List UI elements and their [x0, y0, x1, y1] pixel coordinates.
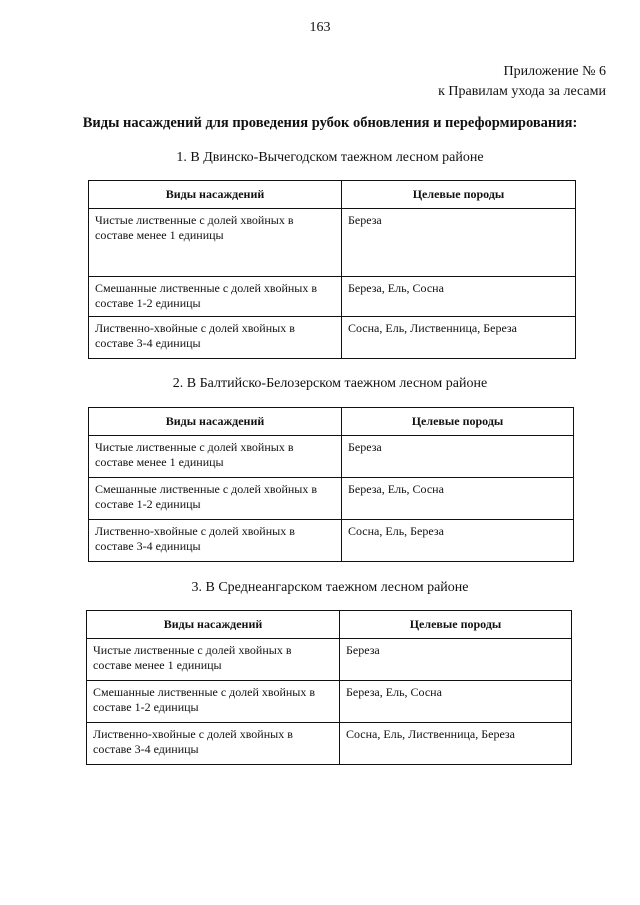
header-forest-type: Виды насаждений — [87, 611, 340, 639]
header-target-species: Целевые породы — [340, 611, 572, 639]
table-row — [89, 478, 574, 520]
forest-type-cell: Лиственно-хвойные с долей хвойных в составе 3-4 единицы — [89, 317, 342, 359]
forest-type-cell: Чистые лиственные с долей хвойных в составе менее 1 единицы — [89, 209, 342, 277]
forest-type-cell: Лиственно-хвойные с долей хвойных в составе 3-4 единицы — [89, 520, 342, 562]
header-target-species: Целевые породы — [342, 181, 576, 209]
table-row — [89, 277, 576, 317]
forest-type-cell: Лиственно-хвойные с долей хвойных в составе 3-4 единицы — [87, 723, 340, 765]
forest-type-cell: Смешанные лиственные с долей хвойных в составе 1-2 единицы — [89, 277, 342, 317]
table-row — [87, 681, 572, 723]
target-species-cell: Сосна, Ель, Береза — [342, 520, 574, 562]
target-species-cell: Береза, Ель, Сосна — [340, 681, 572, 723]
section-1-table — [88, 180, 576, 359]
forest-type-cell: Смешанные лиственные с долей хвойных в составе 1-2 единицы — [89, 478, 342, 520]
forest-type-cell: Чистые лиственные с долей хвойных в составе менее 1 единицы — [87, 639, 340, 681]
table-row — [89, 209, 576, 277]
table-row — [87, 639, 572, 681]
section-1-title: 1. В Двинско-Вычегодском таежном лесном районе — [176, 150, 484, 165]
table-row — [89, 317, 576, 359]
header-target-species: Целевые породы — [342, 408, 574, 436]
section-3-table — [86, 610, 572, 765]
table-row — [87, 723, 572, 765]
appendix-line-1: Приложение № 6 — [503, 64, 606, 79]
forest-type-cell: Чистые лиственные с долей хвойных в составе менее 1 единицы — [89, 436, 342, 478]
page-number: 163 — [309, 20, 331, 35]
table-row — [89, 520, 574, 562]
target-species-cell: Береза, Ель, Сосна — [342, 277, 576, 317]
table-row — [89, 436, 574, 478]
target-species-cell: Береза — [342, 436, 574, 478]
target-species-cell: Береза — [340, 639, 572, 681]
target-species-cell: Сосна, Ель, Лиственница, Береза — [342, 317, 576, 359]
section-2-table — [88, 407, 574, 562]
target-species-cell: Береза, Ель, Сосна — [342, 478, 574, 520]
document-title: Виды насаждений для проведения рубок обновления и переформирования: — [82, 115, 578, 131]
header-forest-type: Виды насаждений — [89, 408, 342, 436]
header-forest-type: Виды насаждений — [89, 181, 342, 209]
section-2-title: 2. В Балтийско-Белозерском таежном лесном районе — [172, 376, 488, 391]
forest-type-cell: Смешанные лиственные с долей хвойных в составе 1-2 единицы — [87, 681, 340, 723]
target-species-cell: Береза — [342, 209, 576, 277]
target-species-cell: Сосна, Ель, Лиственница, Береза — [340, 723, 572, 765]
section-3-title: 3. В Среднеангарском таежном лесном районе — [191, 580, 469, 595]
appendix-line-2: к Правилам ухода за лесами — [438, 84, 606, 99]
appendix-note — [438, 62, 606, 102]
